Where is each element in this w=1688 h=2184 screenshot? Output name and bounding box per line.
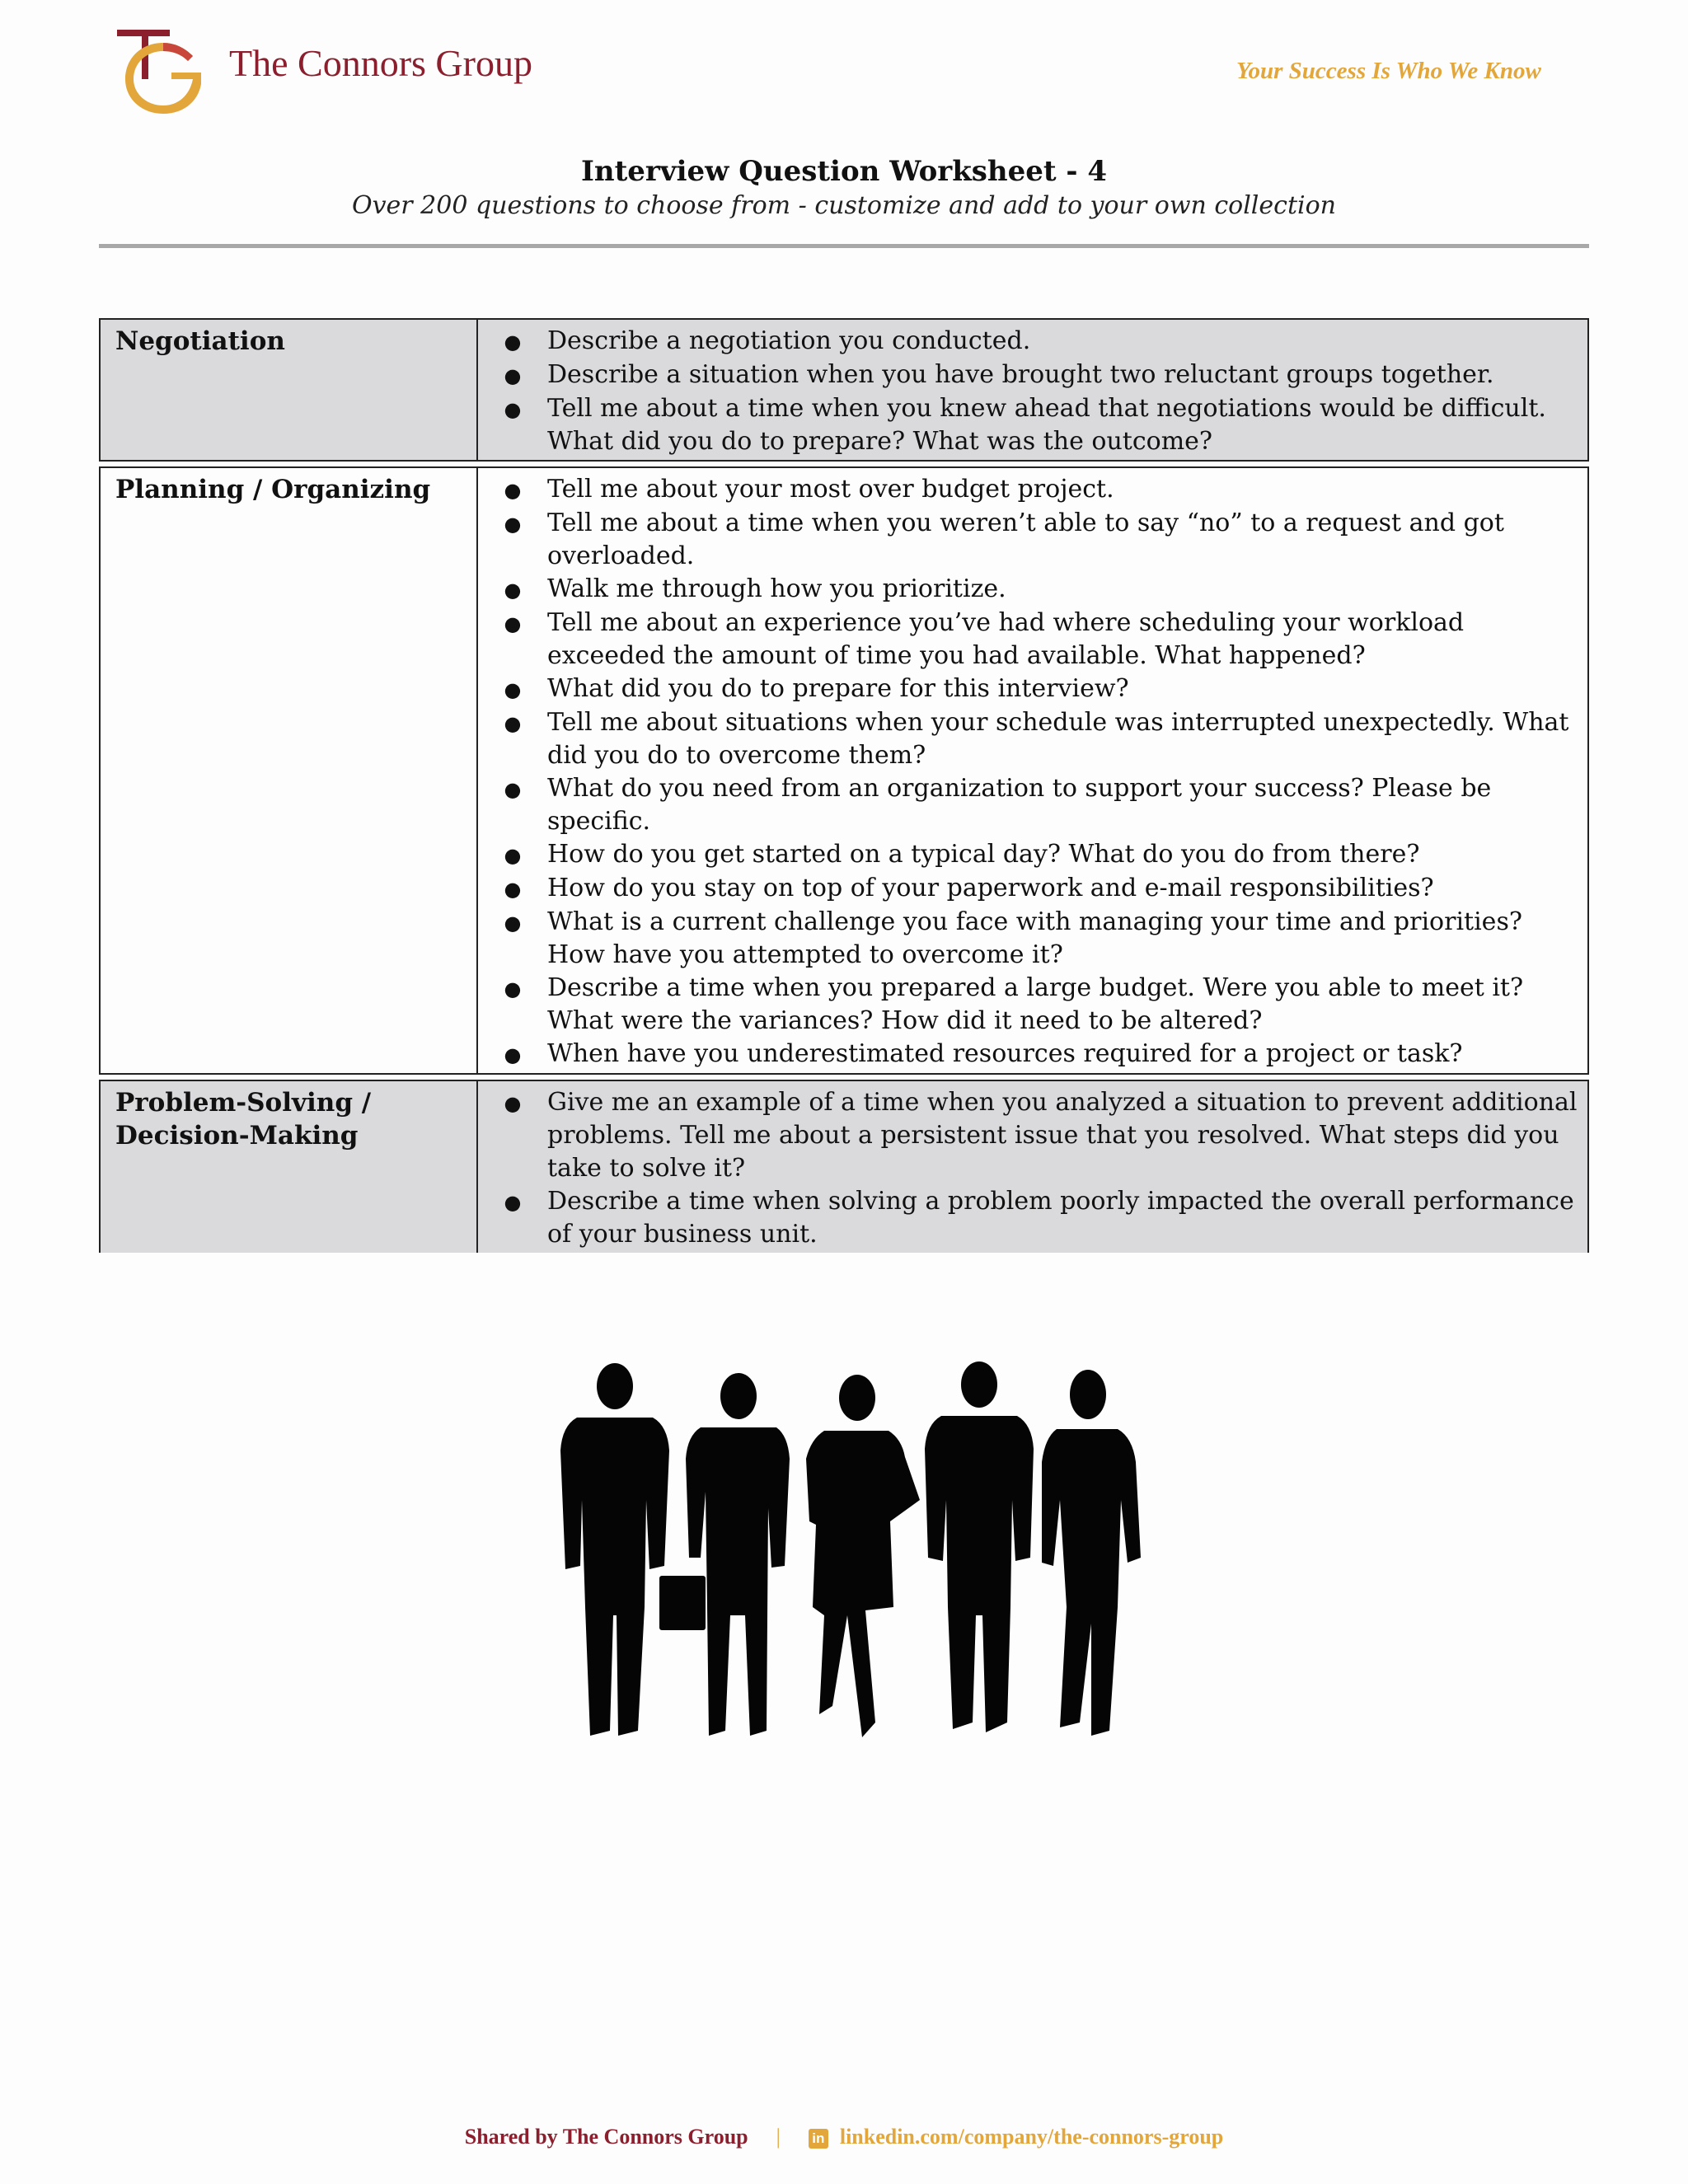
bullet-icon: ●	[504, 1043, 522, 1066]
page-subtitle: Over 200 questions to choose from - customize and add to your own collection	[351, 191, 1336, 220]
bullet-icon: ●	[504, 678, 522, 701]
list-item: ● Walk me through how you prioritize.	[478, 573, 1581, 607]
footer-shared-by: Shared by The Connors Group	[464, 2125, 748, 2149]
bullet-icon: ●	[504, 1191, 522, 1214]
table-row	[99, 1080, 1589, 1253]
table-row	[99, 466, 1589, 1075]
list-item: ● What do you need from an organization to support your success? Please be specific.	[478, 772, 1581, 838]
brand-name: The Connors Group	[229, 42, 532, 84]
bullet-icon: ●	[504, 878, 522, 901]
question-table	[99, 318, 1589, 1253]
bullet-icon: ●	[504, 612, 522, 635]
bullet-icon: ●	[504, 330, 522, 354]
bullet-icon: ●	[504, 977, 522, 1001]
list-item: ● How do you get started on a typical day? What do you do from there?	[478, 838, 1581, 872]
bullet-icon: ●	[504, 1092, 522, 1115]
category-label: Planning / Organizing	[101, 468, 478, 1073]
list-item: ● Describe a negotiation you conducted.	[478, 325, 1581, 359]
list-item: ● Tell me about your most over budget project.	[478, 473, 1581, 507]
category-label: Negotiation	[101, 320, 478, 460]
bullet-icon: ●	[504, 579, 522, 602]
table-row	[99, 318, 1589, 462]
list-item: ● What did you do to prepare for this interview?	[478, 673, 1581, 706]
bullet-icon: ●	[504, 398, 522, 421]
bullet-icon: ●	[504, 844, 522, 867]
page-footer	[0, 2125, 1688, 2149]
list-item: ● What is a current challenge you face with managing your time and priorities? How have you attempted to overcome it?	[478, 906, 1581, 972]
page-header	[0, 0, 1688, 132]
list-item: ● Tell me about situations when your schedule was interrupted unexpectedly. What did you do to overcome them?	[478, 706, 1581, 772]
list-item: ● Tell me about a time when you knew ahead that negotiations would be difficult. What did you do to prepare? What was the outcome?	[478, 392, 1581, 458]
list-item: ● When have you underestimated resources required for a project or task?	[478, 1038, 1581, 1071]
tcg-logo-icon	[115, 25, 214, 117]
bullet-icon: ●	[504, 712, 522, 735]
linkedin-icon: in	[809, 2129, 828, 2149]
bullet-icon: ●	[504, 778, 522, 801]
list-item: ● Tell me about an experience you’ve had where scheduling your workload exceeded the amount of time you had available. What happened?	[478, 607, 1581, 673]
list-item: ● How do you stay on top of your paperwork and e-mail responsibilities?	[478, 872, 1581, 906]
list-item: ● Give me an example of a time when you analyzed a situation to prevent additional problems. Tell me about a persistent issue that you resolved. What steps did you take to solve it?	[478, 1086, 1581, 1185]
bullet-icon: ●	[504, 479, 522, 502]
list-item: ● Describe a time when you prepared a large budget. Were you able to meet it? What were the variances? How did it need to be altered?	[478, 972, 1581, 1038]
list-item: ● Describe a time when solving a problem poorly impacted the overall performance of your business unit.	[478, 1185, 1581, 1251]
linkedin-link[interactable]: linkedin.com/company/the-connors-group	[839, 2125, 1224, 2149]
bullet-icon: ●	[504, 513, 522, 536]
bullet-icon: ●	[504, 912, 522, 935]
question-list	[478, 320, 1587, 460]
header-divider	[99, 244, 1589, 248]
list-item: ● Describe a situation when you have brought two reluctant groups together.	[478, 359, 1581, 392]
business-people-silhouette-icon	[544, 1360, 1154, 1747]
brand-tagline: Your Success Is Who We Know	[1236, 58, 1541, 84]
bullet-icon: ●	[504, 364, 522, 387]
question-list	[478, 1081, 1587, 1253]
list-item: ● Tell me about a time when you weren’t able to say “no” to a request and got overloaded.	[478, 507, 1581, 573]
page-title: Interview Question Worksheet - 4	[580, 155, 1108, 188]
footer-separator: |	[776, 2125, 781, 2149]
category-label: Problem-Solving / Decision-Making	[101, 1081, 478, 1253]
question-list	[478, 468, 1587, 1073]
